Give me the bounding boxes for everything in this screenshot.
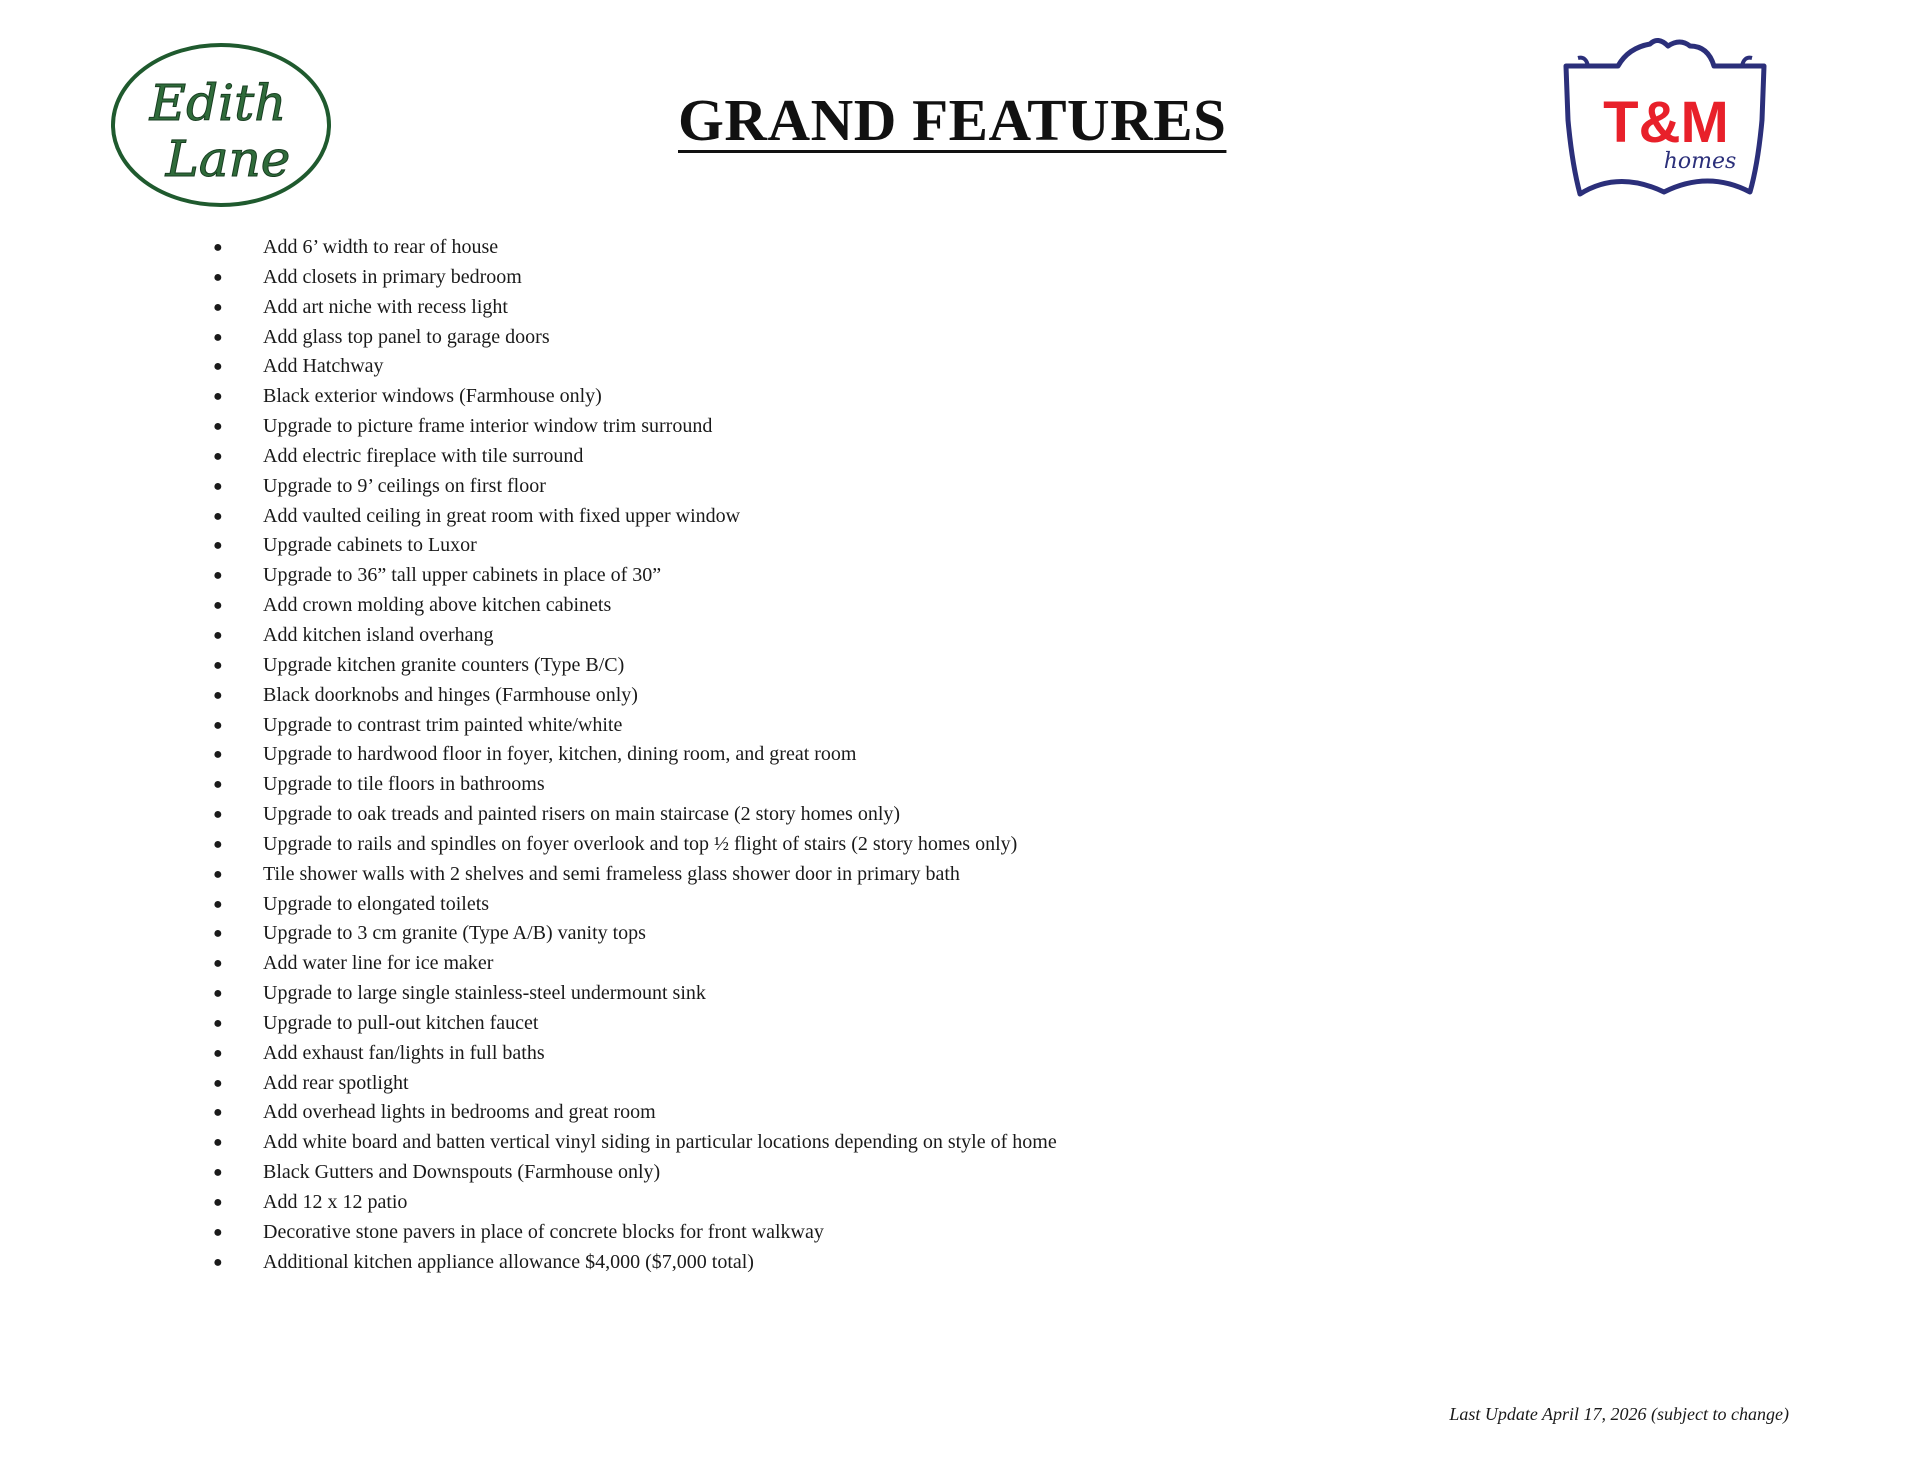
bullet: ●	[213, 626, 223, 644]
bullet: ●	[213, 1014, 223, 1032]
edith-lane-logo-line1: Edith	[149, 74, 287, 132]
list-item	[213, 860, 1057, 890]
bullet: ●	[213, 1194, 223, 1211]
list-item	[213, 830, 1057, 860]
bullet: ●	[213, 328, 223, 346]
bullet: ●	[213, 1074, 223, 1092]
list-item	[213, 591, 1057, 621]
list-item	[213, 531, 1057, 561]
feature-text: Upgrade to oak treads and painted risers on main staircase (2 story homes only)	[263, 803, 901, 826]
list-item	[213, 412, 1057, 442]
list-item	[213, 949, 1057, 979]
feature-text: Add white board and batten vertical vinyl siding in particular locations depending on style of home	[263, 1131, 1057, 1154]
feature-text: Upgrade cabinets to Luxor	[263, 534, 477, 557]
list-item	[213, 1158, 1057, 1188]
bullet: ●	[213, 1104, 223, 1122]
edith-lane-logo	[110, 42, 332, 208]
list-item	[213, 681, 1057, 711]
list-item	[213, 1218, 1057, 1248]
bullet: ●	[213, 716, 223, 734]
feature-text: Upgrade to pull-out kitchen faucet	[263, 1011, 539, 1034]
bullet: ●	[213, 746, 223, 764]
feature-text: Black Gutters and Downspouts (Farmhouse only)	[263, 1161, 661, 1184]
list-item	[213, 263, 1057, 293]
feature-text: Additional kitchen appliance allowance $4,000 ($7,000 total)	[263, 1250, 754, 1273]
list-item	[213, 561, 1057, 591]
feature-text: Upgrade to 36” tall upper cabinets in place of 30”	[263, 564, 662, 587]
feature-text: Add overhead lights in bedrooms and great room	[263, 1101, 656, 1124]
bullet: ●	[213, 895, 223, 913]
tm-sub-text: homes	[1663, 149, 1737, 174]
bullet: ●	[213, 656, 223, 674]
list-item	[213, 293, 1057, 323]
feature-text: Add 12 x 12 patio	[263, 1191, 408, 1213]
edith-lane-logo-line2: Lane	[165, 130, 291, 188]
list-item	[213, 800, 1057, 830]
list-item	[213, 651, 1057, 681]
bullet: ●	[213, 1253, 223, 1271]
bullet: ●	[213, 537, 223, 555]
bullet: ●	[213, 1223, 223, 1241]
bullet: ●	[213, 686, 223, 704]
feature-text: Add glass top panel to garage doors	[263, 325, 550, 348]
list-item	[213, 890, 1057, 920]
bullet: ●	[213, 388, 223, 406]
feature-text: Upgrade to hardwood floor in foyer, kitchen, dining room, and great room	[263, 743, 857, 766]
feature-text: Add vaulted ceiling in great room with fixed upper window	[263, 504, 741, 527]
list-item	[213, 740, 1057, 770]
list-item	[213, 1248, 1057, 1278]
bullet: ●	[213, 567, 223, 585]
bullet: ●	[213, 447, 223, 465]
feature-text: Upgrade to elongated toilets	[263, 892, 490, 915]
bullet: ●	[213, 806, 223, 824]
feature-text: Upgrade to rails and spindles on foyer overlook and top ½ flight of stairs (2 story homes only)	[263, 832, 1018, 855]
list-item	[213, 472, 1057, 502]
feature-text: Upgrade to 3 cm granite (Type A/B) vanity tops	[263, 922, 646, 945]
feature-text: Add crown molding above kitchen cabinets	[263, 594, 612, 617]
list-item	[213, 1039, 1057, 1069]
feature-text: Add rear spotlight	[263, 1071, 409, 1094]
list-item	[213, 1009, 1057, 1039]
list-item	[213, 1128, 1057, 1158]
bullet: ●	[213, 835, 223, 853]
feature-text: Add water line for ice maker	[263, 952, 494, 975]
last-update-note: Last Update April 17, 2026 (subject to change)	[1449, 1404, 1789, 1424]
list-item	[213, 919, 1057, 949]
feature-text: Upgrade to picture frame interior window trim surround	[263, 415, 713, 438]
bullet: ●	[213, 985, 223, 1003]
list-item	[213, 1098, 1057, 1128]
feature-text: Add kitchen island overhang	[263, 623, 494, 646]
tm-brand-text: T&M	[1603, 90, 1729, 155]
bullet: ●	[213, 865, 223, 883]
list-item	[213, 502, 1057, 532]
bullet: ●	[213, 955, 223, 973]
list-item	[213, 979, 1057, 1009]
bullet: ●	[213, 358, 223, 376]
feature-text: Upgrade kitchen granite counters (Type B/C)	[263, 653, 625, 676]
bullet: ●	[213, 776, 223, 794]
bullet: ●	[213, 298, 223, 316]
bullet: ●	[213, 418, 223, 436]
bullet: ●	[213, 1164, 223, 1182]
feature-text: Add Hatchway	[263, 355, 384, 378]
bullet: ●	[213, 1044, 223, 1062]
feature-text: Add exhaust fan/lights in full baths	[263, 1041, 545, 1064]
list-item	[213, 1069, 1057, 1099]
bullet: ●	[213, 239, 223, 256]
feature-text: Upgrade to tile floors in bathrooms	[263, 773, 545, 796]
tm-homes-logo	[1558, 32, 1772, 212]
list-item	[213, 711, 1057, 741]
page-title: GRAND FEATURES	[678, 87, 1227, 153]
bullet: ●	[213, 477, 223, 495]
feature-list	[213, 233, 1057, 1278]
list-item	[213, 621, 1057, 651]
feature-text: Upgrade to 9’ ceilings on first floor	[263, 474, 546, 497]
feature-text: Tile shower walls with 2 shelves and semi frameless glass shower door in primary bath	[263, 862, 960, 885]
list-item	[213, 1188, 1057, 1218]
list-item	[213, 382, 1057, 412]
list-item	[213, 323, 1057, 353]
feature-text: Black doorknobs and hinges (Farmhouse only)	[263, 683, 638, 706]
bullet: ●	[213, 925, 223, 943]
bullet: ●	[213, 597, 223, 615]
bullet: ●	[213, 507, 223, 525]
bullet: ●	[213, 1134, 223, 1152]
feature-text: Add art niche with recess light	[263, 295, 508, 318]
list-item	[213, 442, 1057, 472]
feature-text: Black exterior windows (Farmhouse only)	[263, 385, 602, 408]
list-item	[213, 352, 1057, 382]
list-item	[213, 233, 1057, 263]
feature-text: Decorative stone pavers in place of concrete blocks for front walkway	[263, 1220, 824, 1243]
bullet: ●	[213, 268, 223, 286]
list-item	[213, 770, 1057, 800]
feature-text: Upgrade to contrast trim painted white/white	[263, 713, 623, 736]
feature-text: Add electric fireplace with tile surround	[263, 444, 584, 467]
feature-text: Upgrade to large single stainless-steel undermount sink	[263, 982, 706, 1005]
feature-text: Add 6’ width to rear of house	[263, 236, 499, 258]
feature-text: Add closets in primary bedroom	[263, 265, 522, 288]
